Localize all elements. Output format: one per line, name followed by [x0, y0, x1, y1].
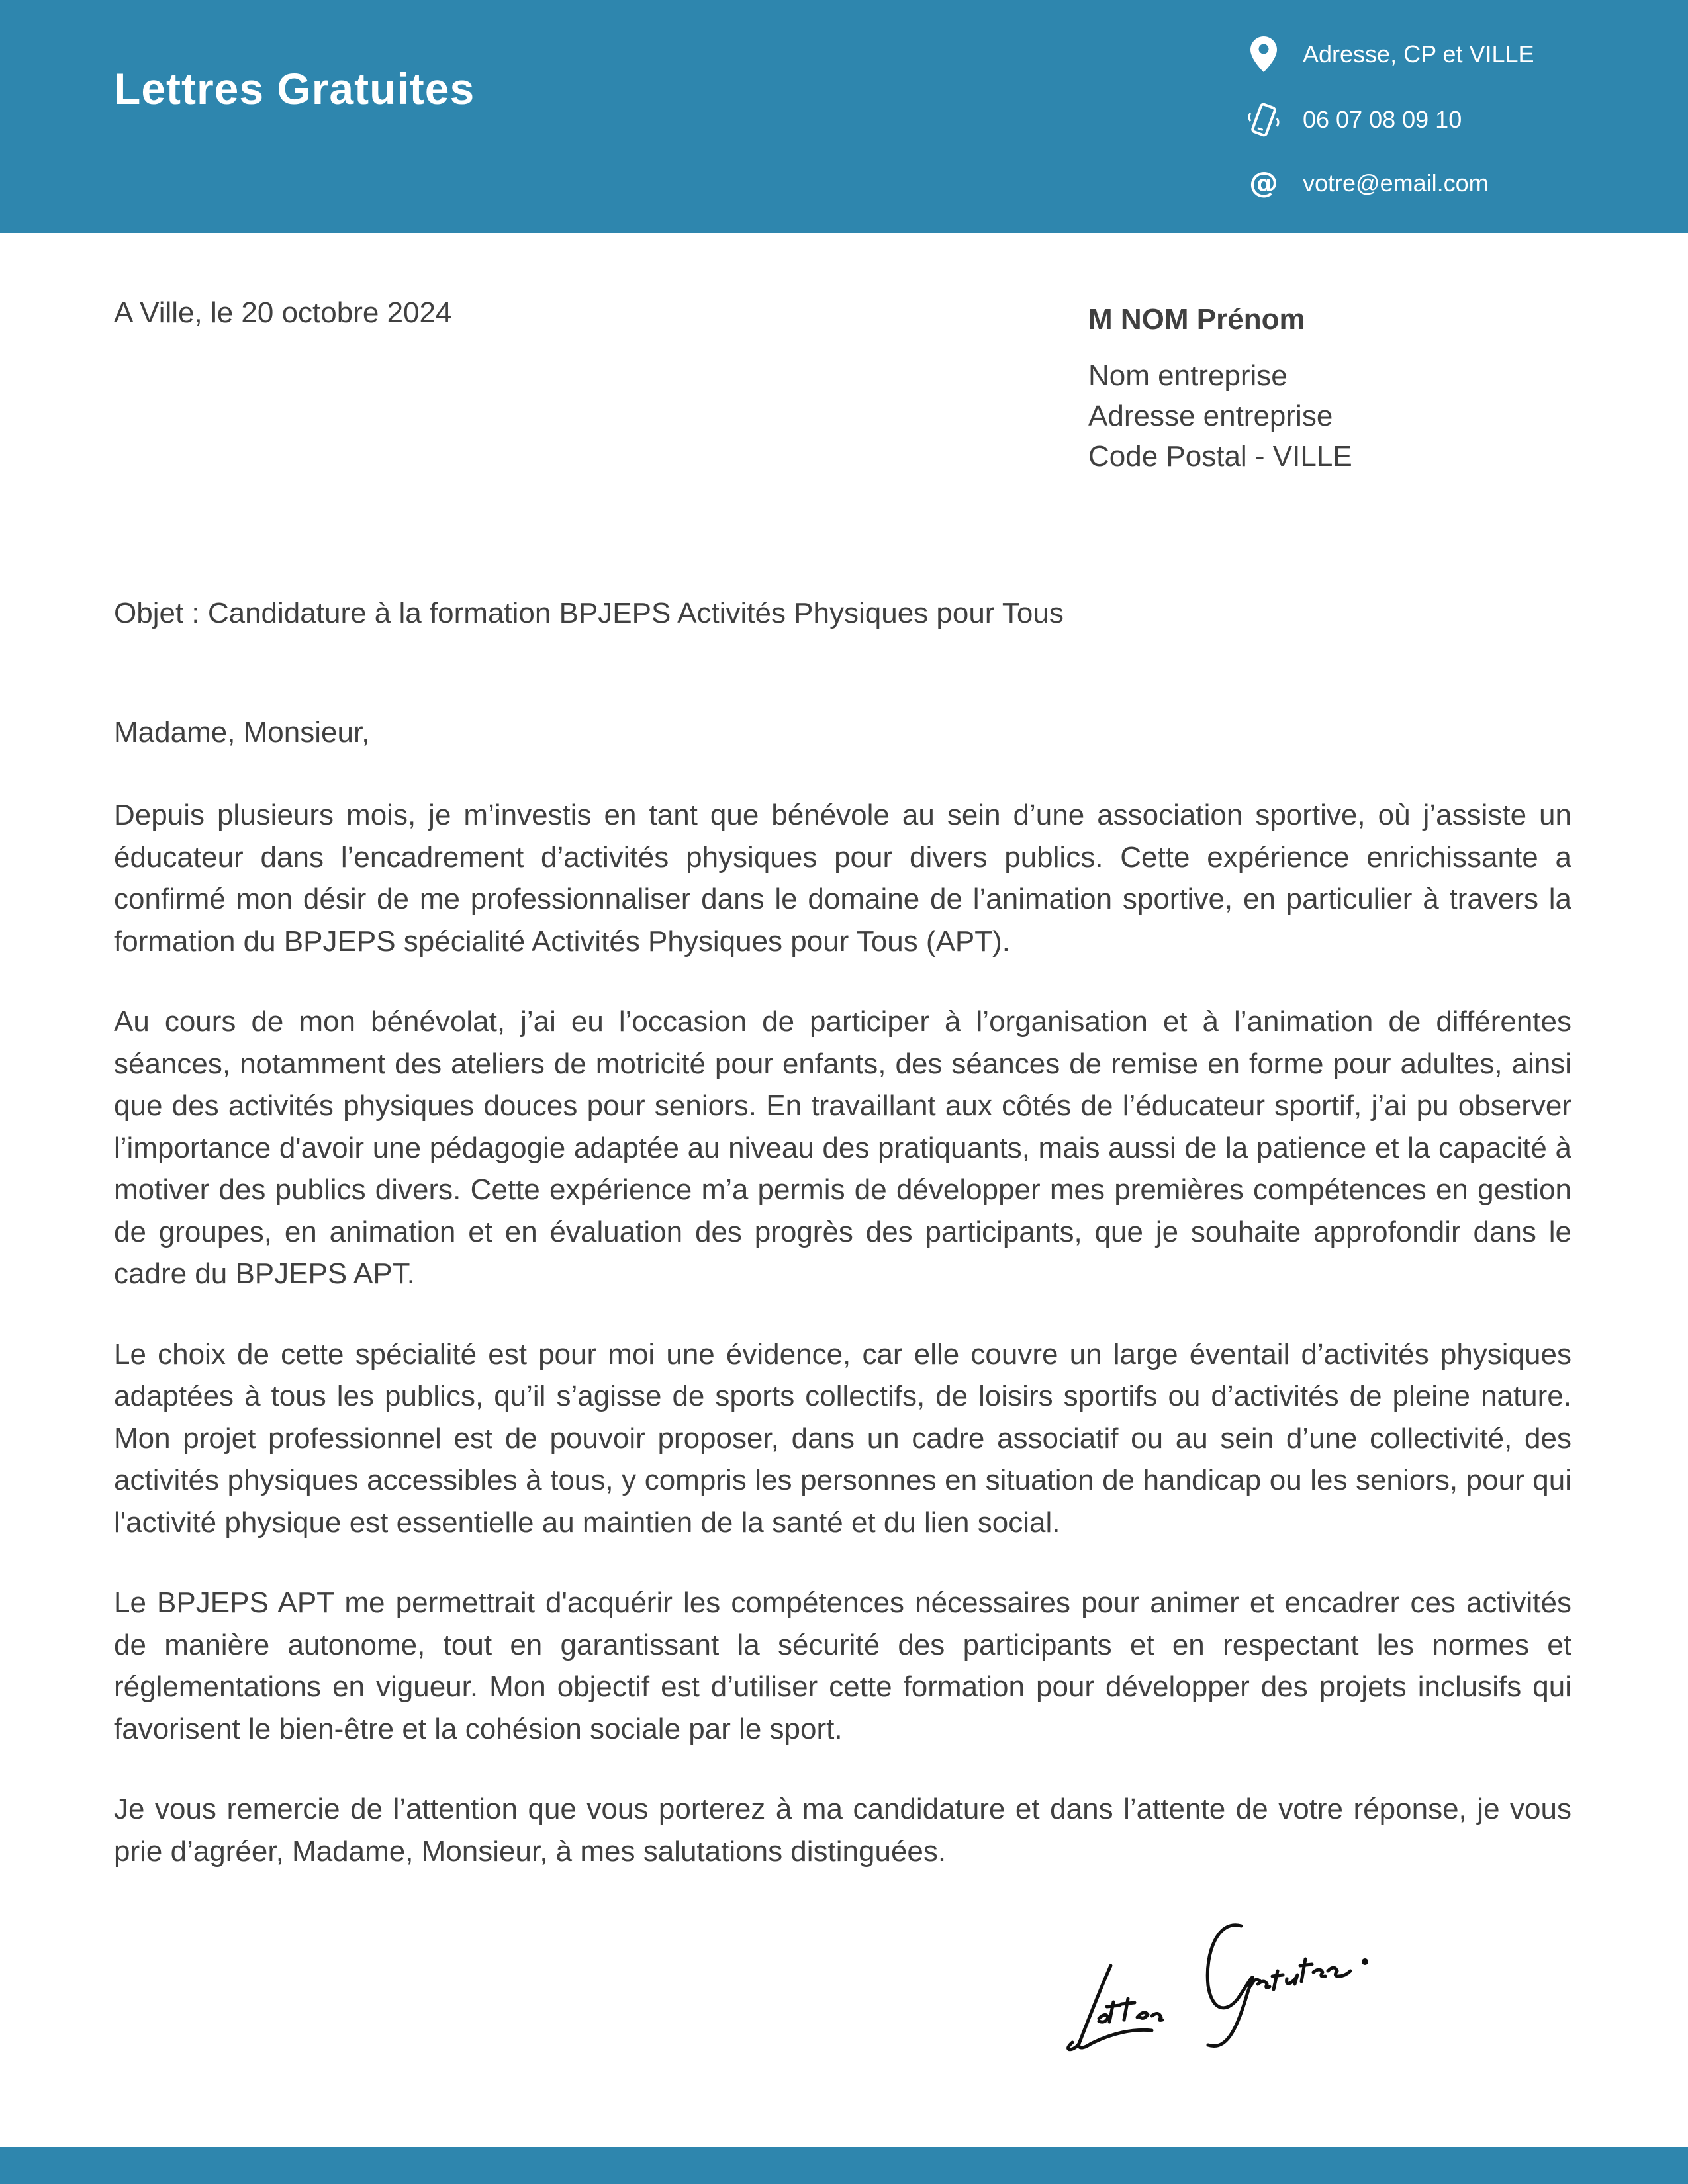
recipient-address: Adresse entreprise [1088, 400, 1333, 432]
contact-email [1242, 160, 1489, 206]
recipient-block [1088, 299, 1352, 477]
contact-phone-text: 06 07 08 09 10 [1303, 106, 1462, 133]
handwritten-signature [1059, 1893, 1443, 2058]
letter-body [114, 794, 1571, 1911]
recipient-name: M NOM Prénom [1088, 303, 1305, 336]
location-pin-icon [1242, 32, 1286, 76]
body-paragraph: Je vous remercie de l’attention que vous porterez à ma candidature et dans l’attente de votre réponse, je vous prie d’agréer, Madame, Monsieur, à mes salutations distinguées. [114, 1793, 1571, 1868]
header-banner [0, 0, 1688, 233]
at-sign-icon [1242, 161, 1286, 205]
contact-address-text: Adresse, CP et VILLE [1303, 40, 1534, 68]
body-paragraph: Au cours de mon bénévolat, j’ai eu l’occasion de participer à l’organisation et à l’animation de différentes séances, notamment des ateliers de motricité pour enfants, des séances de remise en forme pour adultes, ainsi que des activités physiques douces pour seniors. En travaillant aux côtés de l’éducateur sportif, j’ai pu observer l’importance d'avoir une pédagogie adaptée au niveau des pratiquants, mais aussi de la patience et la capacité à motiver des publics divers. Cette expérience m’a permis de développer mes premières compétences en gestion de groupes, en animation et en évaluation des progrès des participants, que je souhaite approfondir dans le cadre du BPJEPS APT. [114, 1005, 1571, 1290]
recipient-city: Code Postal - VILLE [1088, 440, 1352, 473]
recipient-company: Nom entreprise [1088, 359, 1288, 392]
letter-salutation: Madame, Monsieur, [114, 716, 370, 749]
contact-phone [1242, 97, 1462, 143]
body-paragraph: Le BPJEPS APT me permettrait d'acquérir les compétences nécessaires pour animer et encadrer ces activités de manière autonome, tout en garantissant la sécurité des participants et en respectant les normes et réglementations en vigueur. Mon objectif est d’utiliser cette formation pour développer des projets inclusifs qui favorisent le bien-être et la cohésion sociale par le sport. [114, 1586, 1571, 1745]
body-paragraph: Depuis plusieurs mois, je m’investis en tant que bénévole au sein d’une association sportive, où j’assiste un éducateur dans l’encadrement d’activités physiques pour divers publics. Cette expérience enrichissante a confirmé mon désir de me professionnaliser dans le domaine de l’animation sportive, en particulier à travers la formation du BPJEPS spécialité Activités Physiques pour Tous (APT). [114, 799, 1571, 958]
brand-title: Lettres Gratuites [114, 64, 475, 113]
footer-bar [0, 2147, 1688, 2184]
letter-object: Objet : Candidature à la formation BPJEPS Activités Physiques pour Tous [114, 597, 1064, 629]
contact-address [1242, 31, 1534, 77]
body-paragraph: Le choix de cette spécialité est pour moi une évidence, car elle couvre un large éventail d’activités physiques adaptées à tous les publics, qu’il s’agisse de sports collectifs, de loisirs sportifs ou d’activités de pleine nature. Mon projet professionnel est de pouvoir proposer, dans un cadre associatif ou au sein d’une collectivité, des activités physiques accessibles à tous, y compris les personnes en situation de handicap ou les seniors, pour qui l'activité physique est essentielle au maintien de la santé et du lien social. [114, 1338, 1571, 1539]
letter-date: A Ville, le 20 octobre 2024 [114, 296, 452, 329]
svg-text:@: @ [1249, 167, 1278, 199]
contact-email-text: votre@email.com [1303, 169, 1489, 197]
phone-icon [1242, 98, 1286, 142]
